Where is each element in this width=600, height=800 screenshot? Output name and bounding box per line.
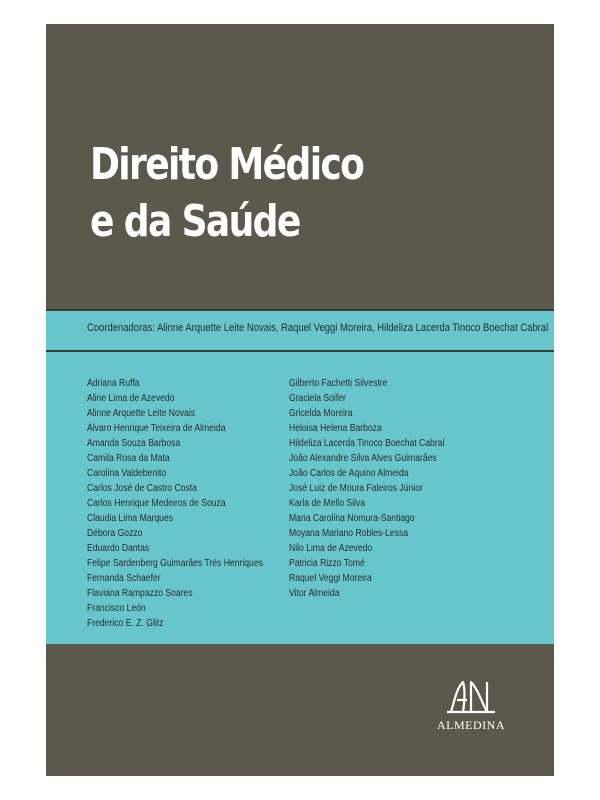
author-name: Adriana Ruffa: [87, 378, 140, 389]
author-name: Frederico E. Z. Glitz: [87, 618, 164, 629]
author-name: Alinne Arquette Leite Novais: [87, 408, 196, 419]
author-name: Raquel Veggi Moreira: [289, 573, 372, 584]
author-name: Fernanda Schaefer: [87, 573, 161, 584]
author-name: Camila Rosa da Mata: [87, 453, 170, 464]
title-line-1: Direito Médico: [90, 139, 364, 190]
publisher-name: ALMEDINA: [437, 718, 505, 732]
author-name: Hildeliza Lacerda Tinoco Boechat Cabral: [289, 438, 445, 449]
band-top-divider: [46, 309, 554, 311]
author-name: Gilberto Fachetti Silvestre: [289, 378, 388, 389]
author-name: Débora Gozzo: [87, 528, 143, 539]
authors-list-right: [289, 376, 444, 601]
author-name: Claudia Lima Marques: [87, 513, 174, 524]
author-name: Felipe Sardenberg Guimarães Trés Henriques: [87, 558, 263, 569]
book-title: [90, 136, 363, 250]
author-name: Carlos José de Castro Costa: [87, 483, 197, 494]
author-name: Gricelda Moreira: [289, 408, 353, 419]
band-middle-divider: [46, 350, 554, 352]
author-name: José Luiz de Moura Faleiros Júnior: [289, 483, 423, 494]
contributors-band: [46, 309, 554, 644]
author-name: Aline Lima de Azevedo: [87, 393, 175, 404]
author-name: Eduardo Dantas: [87, 543, 150, 554]
almedina-logo-icon: [426, 678, 516, 716]
author-name: Carlos Henrique Medeiros de Souza: [87, 498, 226, 509]
author-name: Flaviana Rampazzo Soares: [87, 588, 193, 599]
publisher-logo: [426, 678, 516, 738]
author-name: Francisco León: [87, 603, 146, 614]
author-name: Moyana Mariano Robles-Lessa: [289, 528, 409, 539]
author-name: Vitor Almeida: [289, 588, 340, 599]
author-name: Maria Carolina Nomura-Santiago: [289, 513, 415, 524]
author-name: João Alexandre Silva Alves Guimarães: [289, 453, 437, 464]
title-line-2: e da Saúde: [90, 196, 300, 247]
author-name: Patricia Rizzo Tomé: [289, 558, 365, 569]
authors-list-left: [87, 376, 263, 631]
author-name: Karla de Mello Silva: [289, 498, 366, 509]
book-cover: [46, 24, 554, 776]
coordinators-line: Coordenadoras: Alinne Arquette Leite Novais, Raquel Veggi Moreira, Hildeliza Lacerda Tinoco Boechat Cabral: [87, 322, 549, 334]
author-name: Amanda Souza Barbosa: [87, 438, 181, 449]
author-name: Nilo Lima de Azevedo: [289, 543, 373, 554]
author-name: Álvaro Henrique Teixeira de Almeida: [87, 423, 226, 434]
author-name: Heloisa Helena Barboza: [289, 423, 382, 434]
author-name: Graciela Soifer: [289, 393, 346, 404]
author-name: Carolina Valdebenito: [87, 468, 167, 479]
author-name: João Carlos de Aquino Almeida: [289, 468, 409, 479]
